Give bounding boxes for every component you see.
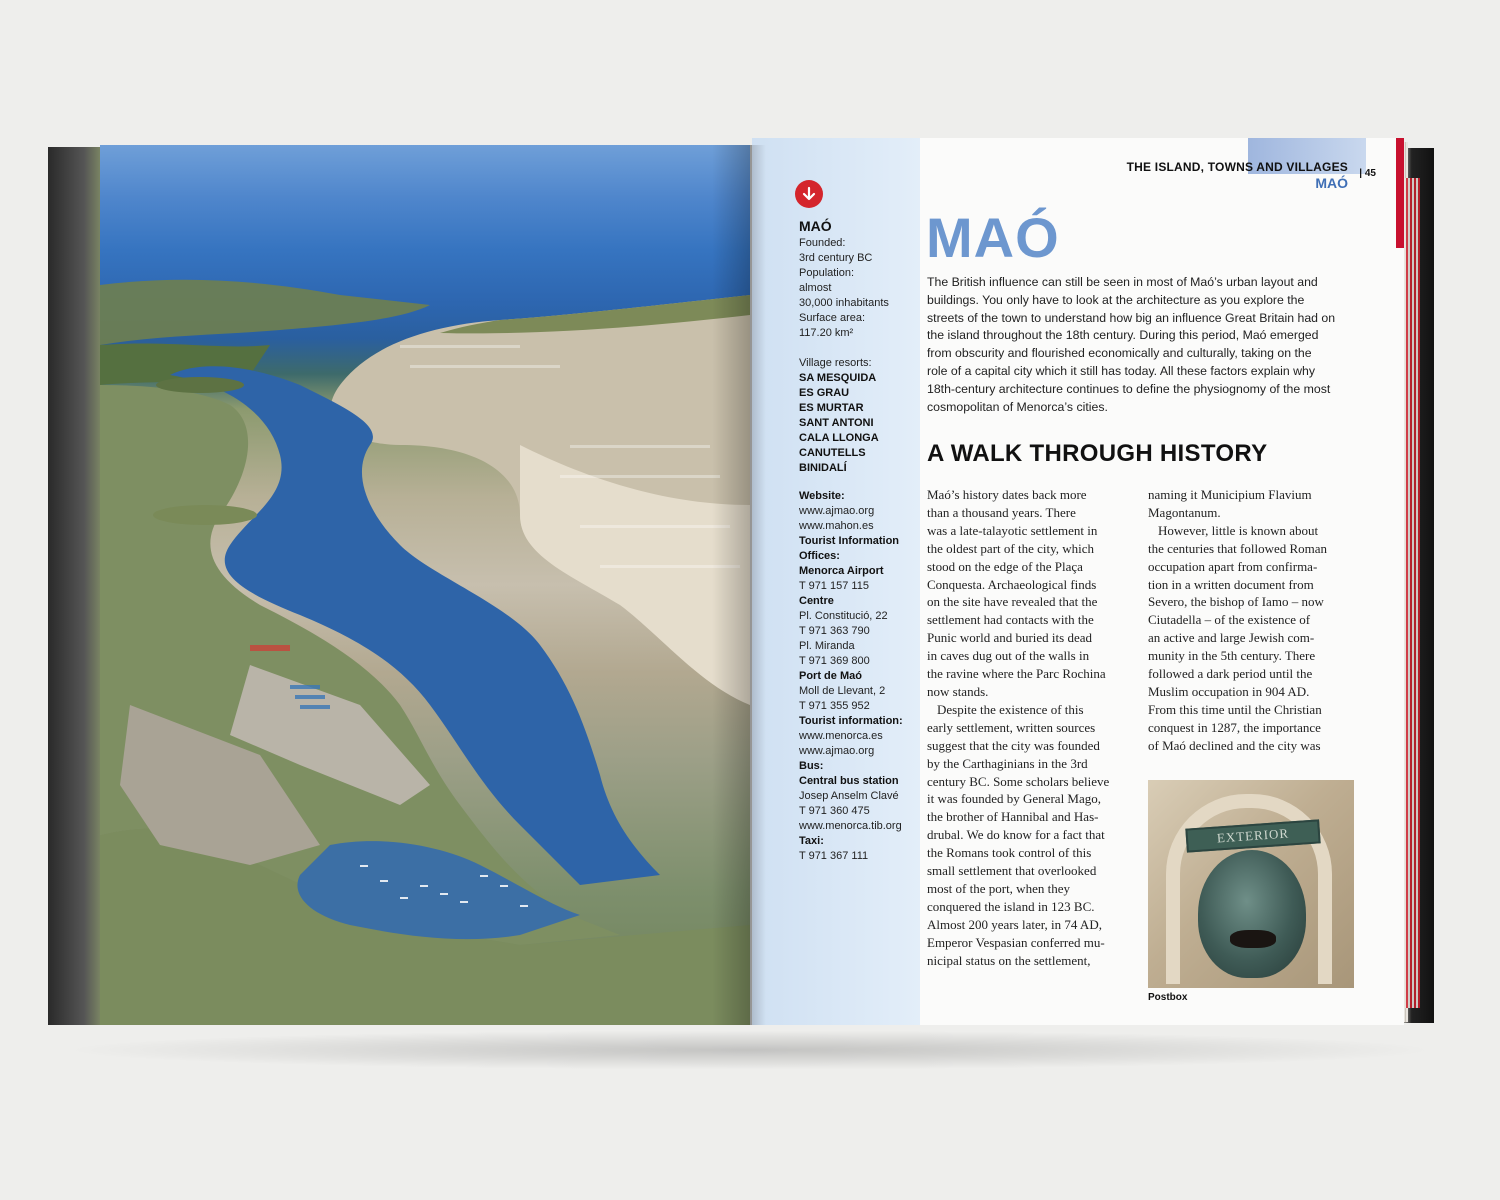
contact-line: Menorca Airport bbox=[799, 565, 884, 577]
running-header bbox=[1126, 160, 1376, 191]
body-line: the oldest part of the city, which bbox=[927, 540, 1095, 556]
contact-line: Offices: bbox=[799, 550, 840, 562]
intro-line: cosmopolitan of Menorca’s cities. bbox=[927, 399, 1108, 414]
resort-item: CALA LLONGA bbox=[799, 432, 879, 444]
resort-item: ES MURTAR bbox=[799, 402, 864, 414]
body-line: the brother of Hannibal and Has- bbox=[927, 809, 1099, 825]
gutter-shadow bbox=[712, 145, 752, 1025]
intro-line: the island throughout the 18th century. During this period, Maó emerged bbox=[927, 328, 1319, 343]
contact-line: www.menorca.tib.org bbox=[799, 820, 902, 832]
body-line: the centuries that followed Roman bbox=[1148, 540, 1328, 556]
postbox-plate: EXTERIOR bbox=[1185, 819, 1320, 852]
body-line: drubal. We do know for a fact that bbox=[927, 827, 1105, 843]
book-cover-left bbox=[48, 147, 108, 1025]
lion-head-icon bbox=[1198, 850, 1306, 978]
body-line: suggest that the city was founded bbox=[927, 737, 1100, 753]
intro-paragraph bbox=[927, 274, 1352, 416]
contact-line: www.ajmao.org bbox=[799, 745, 875, 757]
body-line: most of the port, when they bbox=[927, 880, 1070, 896]
contact-line: T 971 157 115 bbox=[799, 580, 869, 592]
body-line: Despite the existence of this bbox=[937, 701, 1084, 717]
intro-line: The British influence can still be seen in most of Maó’s urban layout and bbox=[927, 275, 1318, 289]
photo-caption: Postbox bbox=[1148, 992, 1188, 1003]
body-line: settlement had contacts with the bbox=[927, 612, 1094, 628]
contact-line: Tourist Information bbox=[799, 535, 900, 547]
contact-line: T 971 363 790 bbox=[799, 625, 870, 637]
body-line: naming it Municipium Flavium bbox=[1148, 487, 1312, 502]
body-line: on the site have revealed that the bbox=[927, 594, 1098, 610]
contact-line: Central bus station bbox=[799, 775, 899, 787]
resorts-label: Village resorts: bbox=[799, 357, 872, 369]
arrow-down-icon bbox=[795, 180, 823, 208]
page-title: MAÓ bbox=[926, 206, 1060, 269]
contact-line: T 971 360 475 bbox=[799, 805, 870, 817]
harbour-illustration bbox=[100, 145, 750, 1025]
contact-line: Taxi: bbox=[799, 835, 824, 847]
resort-item: CANUTELLS bbox=[799, 447, 866, 459]
mail-slot bbox=[1230, 930, 1276, 948]
intro-line: buildings. You only have to look at the architecture as you explore the bbox=[927, 292, 1305, 307]
body-line: Emperor Vespasian conferred mu- bbox=[927, 934, 1105, 950]
fact-line: 117.20 km² bbox=[799, 327, 854, 339]
body-line: of Maó declined and the city was bbox=[1148, 737, 1321, 753]
body-line: From this time until the Christian bbox=[1148, 701, 1322, 717]
contact-line: T 971 355 952 bbox=[799, 700, 870, 712]
body-column-1 bbox=[927, 486, 1137, 969]
body-line: small settlement that overlooked bbox=[927, 863, 1097, 879]
body-line: conquest in 1287, the importance bbox=[1148, 719, 1321, 735]
body-line: nicipal status on the settlement, bbox=[927, 952, 1091, 968]
body-line: Punic world and buried its dead bbox=[927, 630, 1092, 646]
fact-line: 3rd century BC bbox=[799, 252, 873, 264]
contact-line: Moll de Llevant, 2 bbox=[799, 685, 886, 697]
fact-line: 30,000 inhabitants bbox=[799, 297, 889, 309]
sidebar-facts bbox=[799, 236, 889, 341]
section-heading: A WALK THROUGH HISTORY bbox=[927, 440, 1268, 467]
running-header-section: THE ISLAND, TOWNS AND VILLAGES bbox=[1126, 160, 1348, 174]
running-header-subsection: MAÓ bbox=[1315, 175, 1348, 191]
body-line: followed a dark period until the bbox=[1148, 666, 1313, 682]
body-line: in caves dug out of the walls in bbox=[927, 648, 1090, 664]
contact-line: www.ajmao.org bbox=[799, 505, 875, 517]
contact-line: www.mahon.es bbox=[799, 520, 874, 532]
body-line: Muslim occupation in 904 AD. bbox=[1148, 683, 1310, 699]
body-line: Almost 200 years later, in 74 AD, bbox=[927, 916, 1102, 932]
contact-line: www.menorca.es bbox=[799, 730, 883, 742]
body-line: an active and large Jewish com- bbox=[1148, 630, 1315, 646]
spine-shadow bbox=[750, 145, 766, 1025]
aerial-harbour-photo bbox=[100, 145, 750, 1025]
body-line: Severo, the bishop of Iamo – now bbox=[1148, 594, 1324, 610]
contact-line: Pl. Constitució, 22 bbox=[799, 610, 888, 622]
intro-line: 18th-century architecture continues to define the physiognomy of the most bbox=[927, 381, 1331, 396]
body-line: Conquesta. Archaeological finds bbox=[927, 576, 1097, 592]
fact-line: Surface area: bbox=[799, 312, 866, 324]
fact-line: Population: bbox=[799, 267, 855, 279]
body-line: tion in a written document from bbox=[1148, 576, 1314, 592]
contact-line: Pl. Miranda bbox=[799, 640, 855, 652]
body-line: was a late-talayotic settlement in bbox=[927, 522, 1098, 538]
resort-item: SANT ANTONI bbox=[799, 417, 874, 429]
contact-line: T 971 367 111 bbox=[799, 850, 869, 862]
contact-line: Centre bbox=[799, 595, 834, 607]
body-line: conquered the island in 123 BC. bbox=[927, 898, 1095, 914]
page-number: | 45 bbox=[1359, 168, 1376, 179]
sidebar-contacts bbox=[799, 489, 903, 864]
contact-line: Port de Maó bbox=[799, 670, 862, 682]
fact-line: almost bbox=[799, 282, 832, 294]
body-line: occupation apart from confirma- bbox=[1148, 558, 1318, 574]
body-line: the ravine where the Parc Rochina bbox=[927, 666, 1106, 682]
body-line: stood on the edge of the Plaça bbox=[927, 558, 1083, 574]
resort-item: ES GRAU bbox=[799, 387, 850, 399]
sidebar-resorts bbox=[799, 356, 879, 476]
fact-line: Founded: bbox=[799, 237, 846, 249]
body-line: munity in the 5th century. There bbox=[1148, 648, 1316, 664]
contact-line: Bus: bbox=[799, 760, 824, 772]
body-line: the Romans took control of this bbox=[927, 845, 1092, 861]
intro-line: role of a capital city which it still has today. All these factors explain why bbox=[927, 363, 1315, 378]
body-column-2 bbox=[1148, 486, 1358, 755]
body-line: by the Carthaginians in the 3rd bbox=[927, 755, 1088, 771]
body-line: century BC. Some scholars believe bbox=[927, 773, 1110, 789]
intro-line: streets of the town to understand how big an influence Great Britain had on bbox=[927, 310, 1336, 325]
body-line: it was founded by General Mago, bbox=[927, 791, 1102, 807]
body-line: now stands. bbox=[927, 683, 989, 699]
contact-line: Josep Anselm Clavé bbox=[799, 790, 899, 802]
body-line: than a thousand years. There bbox=[927, 504, 1076, 520]
red-thumb-tab bbox=[1396, 138, 1404, 248]
sidebar-title: MAÓ bbox=[799, 218, 832, 234]
body-line: Ciutadella – of the existence of bbox=[1148, 612, 1311, 628]
contact-line: T 971 369 800 bbox=[799, 655, 870, 667]
body-line: Magontanum. bbox=[1148, 504, 1221, 520]
intro-line: from obscurity and flourished economically and culturally, taking on the bbox=[927, 346, 1312, 361]
contact-line: Tourist information: bbox=[799, 715, 903, 727]
body-line: Maó’s history dates back more bbox=[927, 487, 1087, 502]
resort-item: SA MESQUIDA bbox=[799, 372, 877, 384]
book-shadow bbox=[60, 1030, 1440, 1070]
body-line: However, little is known about bbox=[1158, 522, 1319, 538]
postbox-photo bbox=[1148, 780, 1354, 988]
body-line: early settlement, written sources bbox=[927, 719, 1096, 735]
contact-line: Website: bbox=[799, 490, 845, 502]
resort-item: BINIDALÍ bbox=[799, 462, 847, 474]
